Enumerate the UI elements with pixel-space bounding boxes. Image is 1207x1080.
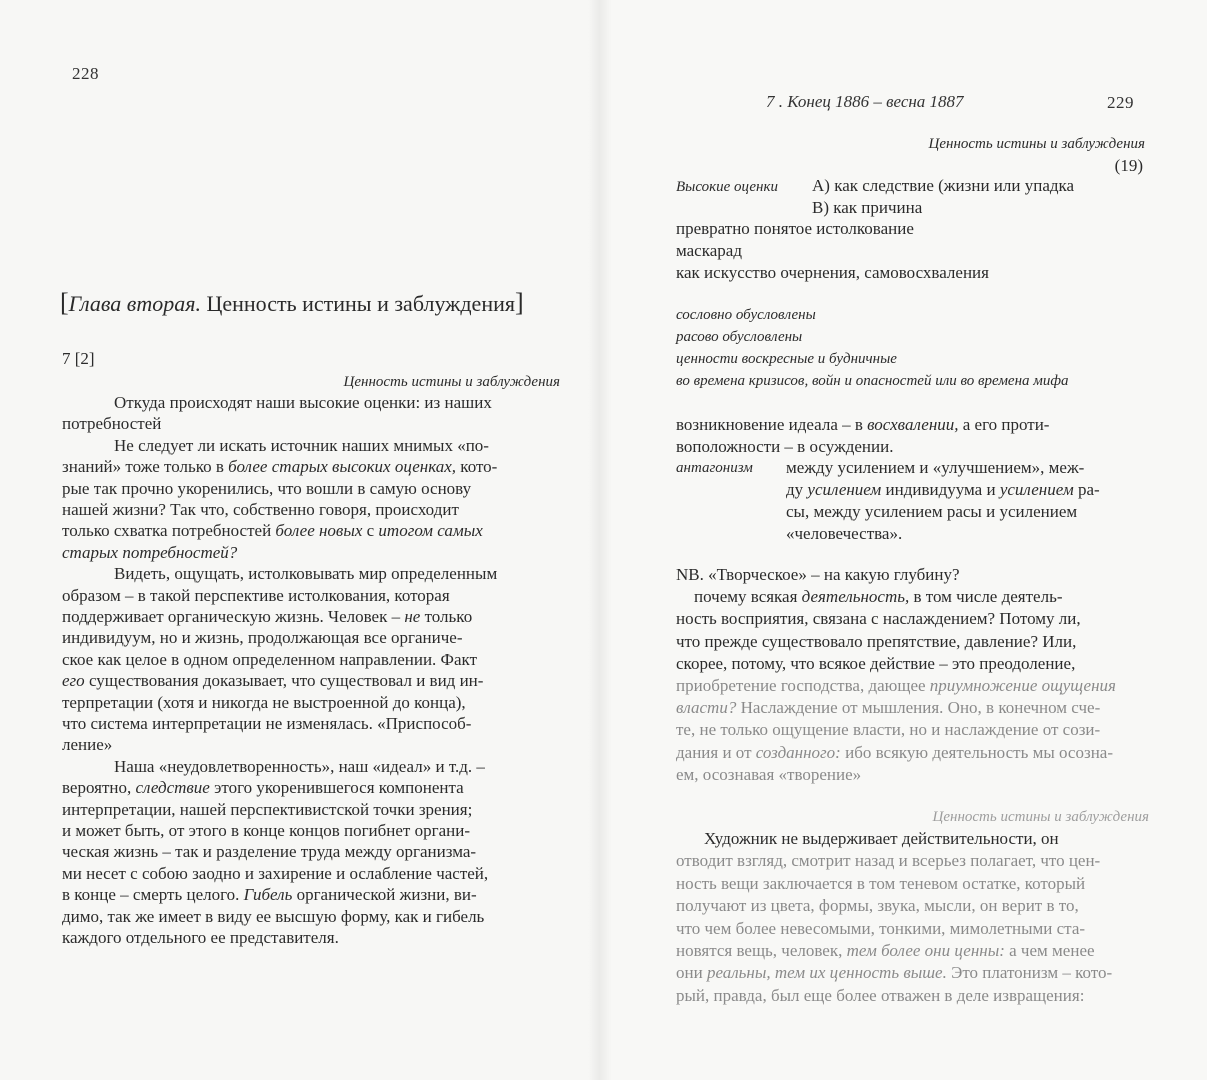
body-line: [62, 585, 450, 607]
text-run: его: [62, 671, 85, 691]
margin-label-antagonism: антагонизм: [676, 460, 753, 476]
chapter-title: Ценность истины и заблуждения: [206, 291, 515, 316]
text-run: нашей жизни? Так что, собственно говоря, происходит: [62, 500, 459, 519]
body-line: [62, 734, 112, 756]
text-run: ду: [786, 480, 808, 499]
text-run: ценности воскресные и будничные: [676, 351, 897, 367]
text-run: не: [404, 607, 421, 626]
text-run: они: [676, 963, 707, 983]
artist-line: [676, 940, 1095, 962]
italic-line: [676, 370, 1069, 392]
text-run: что система интерпретации не изменялась. «Приспособ-: [62, 714, 472, 733]
text-run: с: [362, 521, 379, 541]
text-run: более старых высоких оценках,: [228, 457, 457, 477]
text-run: только схватка потребностей: [62, 521, 276, 541]
section-title-2: Ценность истины и заблуждения: [932, 809, 1149, 825]
antagonism-line: [786, 479, 1100, 501]
text-run: следствие: [135, 778, 210, 798]
text-run: в конце – смерть целого.: [62, 885, 244, 905]
text-run: димо, так же имеет в виду ее высшую форму, как и гибель: [62, 906, 485, 926]
antagonism-line: [786, 523, 902, 545]
close-bracket: ]: [514, 288, 524, 317]
text-run: усилением: [999, 480, 1074, 499]
antagonism-line: [786, 457, 1084, 479]
page-number-right: 229: [1107, 93, 1134, 112]
plain-line: [676, 262, 989, 284]
nb-line: [676, 653, 1075, 675]
body-line: [62, 627, 463, 649]
ideal-line: [676, 436, 893, 458]
nb-line: [676, 697, 1100, 719]
text-run: кото-: [456, 457, 498, 477]
body-line: [62, 649, 477, 671]
text-run: ность вещи заключается в том теневом остатке, который: [676, 873, 1086, 893]
text-run: маскарад: [676, 241, 742, 260]
antagonism-line: [786, 501, 1077, 523]
body-line: [114, 392, 492, 414]
body-line: [62, 478, 471, 500]
text-run: во времена кризисов, войн и опасностей или во времена мифа: [676, 373, 1069, 389]
text-run: каждого отдельного ее представителя.: [62, 928, 339, 947]
text-run: ем, осознавая «творение»: [676, 764, 862, 784]
chapter-label: Глава вторая.: [68, 291, 201, 316]
margin-label-high-values: Высокие оценки: [676, 179, 779, 195]
text-run: Художник не выдерживает действительности, он: [704, 829, 1059, 848]
text-run: усилением: [807, 480, 882, 499]
text-run: в том числе деятель-: [909, 587, 1063, 607]
text-run: скорее, потому, что всякое действие – это преодоление,: [676, 653, 1076, 673]
text-run: приумножение ощущения: [929, 676, 1116, 695]
text-run: знаний» тоже только в: [62, 457, 229, 477]
text-run: реальны,: [706, 963, 771, 983]
text-run: более новых: [275, 521, 363, 541]
plain-line: [676, 240, 742, 262]
page-number-left: 228: [72, 64, 99, 83]
body-line: [62, 413, 161, 435]
body-line: [62, 863, 488, 885]
text-run: возникновение идеала – в: [676, 415, 868, 434]
italic-line: [676, 304, 816, 326]
text-run: новятся вещь, человек,: [676, 941, 847, 960]
body-line: [114, 756, 485, 778]
body-line: [62, 884, 477, 906]
text-run: воположности – в осуждении.: [676, 437, 894, 456]
text-run: Откуда происходят наши высокие оценки: из наших: [114, 393, 492, 412]
body-line: [62, 670, 483, 692]
body-line: [62, 820, 470, 842]
section-title-1: Ценность истины и заблуждения: [928, 136, 1145, 152]
nb-line: [676, 564, 960, 586]
text-run: почему всякая: [694, 587, 802, 607]
text-run: потребностей: [62, 414, 162, 434]
text-run: отводит взгляд, смотрит назад и всерьез полагает, что цен-: [676, 851, 1101, 871]
text-run: ра-: [1073, 480, 1100, 499]
book-gutter: [588, 0, 612, 1080]
text-run: расово обусловлены: [676, 329, 803, 345]
text-run: терпретации (хотя и никогда не выстроенной до конца),: [62, 692, 466, 712]
text-run: сы, между усилением расы и усилением: [786, 502, 1078, 521]
text-run: получают из цвета, формы, звука, мысли, он верит в то,: [676, 896, 1079, 916]
text-run: приобретение господства, дающее: [676, 676, 930, 695]
artist-line: [676, 850, 1100, 872]
section-title: Ценность истины и заблуждения: [343, 374, 560, 390]
body-line: [62, 606, 472, 628]
body-line: [62, 841, 476, 863]
text-run: ление»: [62, 735, 113, 755]
text-run: индивидуума и: [881, 480, 1000, 499]
nb-line: [694, 586, 1063, 608]
text-run: что прежде существовало препятствие, давление? Или,: [676, 631, 1077, 651]
artist-line: [704, 828, 1059, 850]
text-run: индивидуум, но и жизнь, продолжающая все органиче-: [62, 628, 463, 648]
text-run: ское как целое в одном определенном направлении. Факт: [62, 649, 477, 669]
text-run: Не следует ли искать источник наших мнимых «по-: [114, 435, 489, 455]
text-run: сословно обусловлены: [676, 307, 816, 323]
text-run: тем более они ценны:: [846, 941, 1005, 960]
text-run: рый, правда, был еще более отважен в деле извращения:: [676, 985, 1085, 1005]
nb-line: [676, 764, 861, 786]
right-page: [600, 0, 1207, 1080]
text-run: превратно понятое истолкование: [676, 219, 914, 238]
body-line: [114, 563, 497, 585]
body-line: [62, 927, 339, 949]
text-run: Гибель: [243, 885, 293, 905]
text-run: органической жизни, ви-: [292, 885, 477, 905]
text-run: поддерживает органическую жизнь. Человек –: [62, 607, 405, 626]
text-run: ибо всякую деятельность мы осозна-: [840, 742, 1113, 762]
chapter-heading: [60, 288, 524, 318]
artist-line: [676, 985, 1084, 1007]
italic-line: [676, 348, 897, 370]
text-run: Это платонизм – кото-: [946, 963, 1113, 983]
text-run: восхвалении,: [867, 415, 959, 434]
italic-line: [676, 326, 802, 348]
text-run: дания и от: [676, 742, 756, 762]
open-bracket: [: [60, 288, 69, 317]
artist-line: [676, 962, 1112, 984]
text-run: интерпретации, нашей перспективистской точки зрения;: [62, 799, 473, 819]
text-run: образом – в такой перспективе истолкования, которая: [62, 585, 450, 605]
text-run: ческая жизнь – так и разделение труда между организма-: [62, 842, 477, 862]
ideal-line: [676, 414, 1049, 436]
fragment-number: 7 [2]: [62, 349, 95, 368]
list-item-b: В) как причина: [812, 198, 923, 217]
body-line: [62, 456, 497, 478]
body-line: [62, 713, 471, 735]
text-run: созданного:: [755, 742, 841, 762]
text-run: Видеть, ощущать, истолковывать мир определенным: [114, 564, 498, 584]
text-run: тем их ценность выше.: [774, 963, 947, 983]
nb-line: [676, 719, 1100, 741]
body-line: [62, 499, 459, 521]
text-run: этого укоренившегося компонента: [209, 778, 464, 798]
left-page: [0, 0, 600, 1080]
fragment-number-right: (19): [1114, 156, 1143, 175]
artist-line: [676, 918, 1085, 940]
nb-line: [676, 631, 1076, 653]
running-head: 7 . Конец 1886 – весна 1887: [766, 92, 964, 111]
artist-line: [676, 895, 1079, 917]
nb-line: [676, 675, 1116, 697]
text-run: существования доказывает, что существовал и вид ин-: [84, 671, 484, 691]
plain-line: [676, 218, 914, 240]
text-run: итогом самых: [378, 521, 483, 541]
body-line: [62, 906, 484, 928]
nb-line: [676, 608, 1081, 630]
body-line: [114, 435, 489, 457]
text-run: ми несет с собою заодно и захирение и ослабление частей,: [62, 863, 489, 883]
text-run: и может быть, от этого в конце концов погибнет органи-: [62, 821, 470, 840]
text-run: власти?: [676, 698, 737, 718]
text-run: деятельность,: [801, 587, 910, 607]
text-run: а чем менее: [1004, 941, 1095, 960]
text-run: а его проти-: [958, 415, 1050, 434]
list-item-a: А) как следствие (жизни или упадка: [812, 176, 1075, 195]
body-line: [62, 520, 483, 542]
text-run: вероятно,: [62, 778, 136, 798]
body-line: [62, 777, 464, 799]
nb-line: [676, 742, 1113, 764]
text-run: только: [420, 607, 473, 626]
text-run: как искусство очернения, самовосхваления: [676, 263, 989, 282]
artist-line: [676, 873, 1085, 895]
text-run: старых потребностей?: [62, 542, 238, 562]
text-run: «человечества».: [786, 524, 903, 543]
text-run: те, не только ощущение власти, но и наслаждение от сози-: [676, 720, 1101, 740]
text-run: рые так прочно укоренились, что вошли в самую основу: [62, 478, 472, 498]
text-run: NB. «Творческое» – на какую глубину?: [676, 565, 960, 584]
text-run: что чем более невесомыми, тонкими, мимолетными ста-: [676, 918, 1086, 938]
text-run: Наша «неудовлетворенность», наш «идеал» и т.д. –: [114, 756, 485, 776]
body-line: [62, 542, 237, 564]
text-run: между усилением и «улучшением», меж-: [786, 458, 1085, 477]
text-run: Наслаждение от мышления. Оно, в конечном сче-: [736, 698, 1101, 718]
body-line: [62, 799, 472, 821]
body-line: [62, 692, 466, 714]
text-run: ность восприятия, связана с наслаждением? Потому ли,: [676, 609, 1081, 629]
